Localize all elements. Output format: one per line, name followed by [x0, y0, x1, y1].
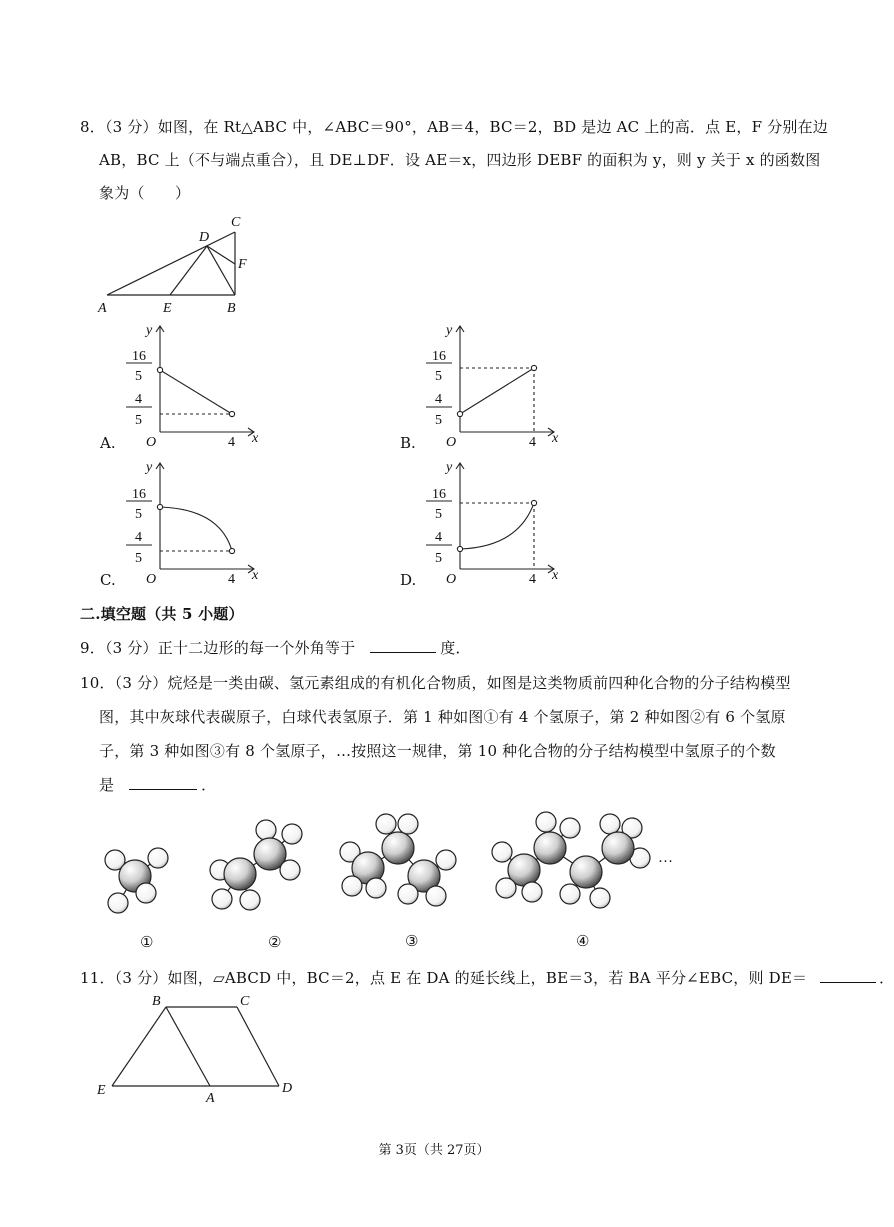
- option-d-graph: [418, 457, 568, 585]
- opt-c-top-den: 5: [135, 507, 142, 522]
- option-c-graph: [118, 457, 268, 585]
- opt-a-bot-den: 5: [135, 413, 142, 428]
- q9-line: [80, 637, 471, 658]
- fig11-label-d: D: [282, 1081, 293, 1096]
- molecule-3: [340, 814, 456, 906]
- option-a-graph: [118, 320, 268, 448]
- opt-c-origin: O: [146, 572, 157, 587]
- q11-text: 11．（3 分）如图，▱ABCD 中，BC＝2，点 E 在 DA 的延长线上，BE＝3，若 BA 平分∠EBC，则 DE＝: [80, 969, 808, 987]
- q8-line3: 象为（ ）: [99, 184, 191, 202]
- opt-d-bot-den: 5: [435, 551, 442, 566]
- q10-line2: 图，其中灰球代表碳原子，白球代表氢原子．第 1 种如图①有 4 个氢原子，第 2 种如图②有 6 个氢原: [99, 708, 786, 726]
- opt-c-y-label: y: [146, 460, 153, 475]
- opt-b-bot-den: 5: [435, 413, 442, 428]
- q10-answer-blank[interactable]: [129, 777, 197, 790]
- q11-line: [80, 967, 894, 988]
- opt-b-x-label: x: [552, 431, 559, 446]
- option-d-letter[interactable]: D.: [400, 571, 417, 589]
- opt-b-origin: O: [446, 435, 457, 450]
- q10-text-before: 是: [99, 776, 115, 794]
- q8-line2: AB，BC 上（不与端点重合），且 DE⊥DF．设 AE＝x，四边形 DEBF 的面积为 y，则 y 关于 x 的函数图: [99, 151, 821, 169]
- fig8-label-c: C: [231, 215, 241, 230]
- opt-a-origin: O: [146, 435, 157, 450]
- option-a-letter[interactable]: A.: [100, 434, 116, 452]
- opt-a-top-num: 16: [132, 349, 146, 364]
- molecule-label-1: ①: [140, 935, 154, 951]
- q9-text: 9．（3 分）正十二边形的每一个外角等于: [80, 639, 356, 657]
- molecule-label-2: ②: [268, 935, 282, 951]
- q9-answer-blank[interactable]: [370, 640, 436, 653]
- q10-text-after: ．: [201, 776, 217, 794]
- opt-c-bot-num: 4: [135, 530, 142, 545]
- fig11-label-c: C: [240, 994, 250, 1009]
- fig11-label-b: B: [152, 994, 161, 1009]
- opt-c-x-label: x: [252, 568, 259, 583]
- opt-d-x-label: x: [552, 568, 559, 583]
- opt-d-top-num: 16: [432, 487, 446, 502]
- molecule-2: [210, 820, 302, 910]
- opt-a-x-label: x: [252, 431, 259, 446]
- q10-line3: 子，第 3 种如图③有 8 个氢原子，…按照这一规律，第 10 种化合物的分子结构模型中氢原子的个数: [99, 742, 776, 760]
- opt-d-y-label: y: [446, 460, 453, 475]
- opt-a-x-tick: 4: [228, 435, 235, 450]
- opt-b-top-num: 16: [432, 349, 446, 364]
- option-b-letter[interactable]: B.: [400, 434, 416, 452]
- opt-b-y-label: y: [446, 323, 453, 338]
- opt-d-top-den: 5: [435, 507, 442, 522]
- q10-line1: 10．（3 分）烷烃是一类由碳、氢元素组成的有机化合物质，如图是这类物质前四种化合物的分子结构模型: [80, 674, 791, 692]
- q11-text-after: ．: [879, 969, 894, 987]
- fig8-label-e: E: [163, 301, 172, 316]
- option-b-graph: [418, 320, 568, 448]
- molecule-models-figure: [90, 800, 690, 955]
- opt-d-origin: O: [446, 572, 457, 587]
- molecule-label-3: ③: [405, 934, 419, 950]
- molecule-4: [492, 812, 650, 908]
- fig8-label-d: D: [199, 230, 210, 245]
- molecule-ellipsis: …: [658, 850, 673, 866]
- opt-d-x-tick: 4: [529, 572, 536, 587]
- section-heading: 二.填空题（共 5 小题）: [80, 605, 244, 623]
- opt-a-y-label: y: [146, 323, 153, 338]
- q11-parallelogram-figure: [92, 990, 307, 1105]
- q8-line1: 8．（3 分）如图，在 Rt△ABC 中，∠ABC＝90°，AB＝4，BC＝2，BD 是边 AC 上的高．点 E，F 分别在边: [80, 118, 829, 136]
- q9-text-after: 度．: [440, 639, 471, 657]
- fig8-label-f: F: [238, 257, 247, 272]
- molecule-label-4: ④: [576, 934, 590, 950]
- opt-b-x-tick: 4: [529, 435, 536, 450]
- page-footer: 第 3页（共 27页）: [378, 1143, 490, 1158]
- opt-b-bot-num: 4: [435, 392, 442, 407]
- fig8-label-a: A: [98, 301, 107, 316]
- q11-answer-blank[interactable]: [820, 970, 876, 983]
- q8-triangle-figure: [95, 212, 255, 317]
- fig8-label-b: B: [227, 301, 236, 316]
- opt-c-x-tick: 4: [228, 572, 235, 587]
- q10-line4: [99, 774, 216, 795]
- opt-b-top-den: 5: [435, 369, 442, 384]
- opt-c-top-num: 16: [132, 487, 146, 502]
- option-c-letter[interactable]: C.: [100, 571, 116, 589]
- fig11-label-e: E: [97, 1083, 106, 1098]
- opt-a-bot-num: 4: [135, 392, 142, 407]
- opt-c-bot-den: 5: [135, 551, 142, 566]
- fig11-label-a: A: [206, 1091, 215, 1106]
- molecule-1: [105, 848, 168, 913]
- opt-a-top-den: 5: [135, 369, 142, 384]
- opt-d-bot-num: 4: [435, 530, 442, 545]
